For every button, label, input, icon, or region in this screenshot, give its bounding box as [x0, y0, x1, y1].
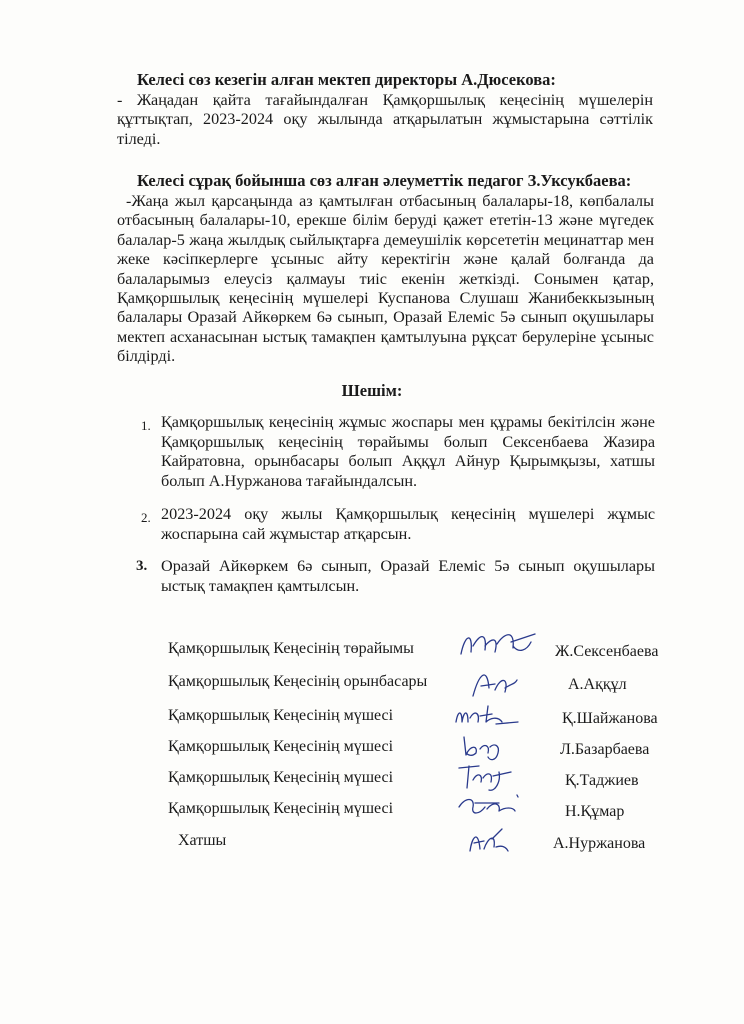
- speaker-heading-social-pedagogue: Келесі сұрақ бойынша сөз алған әлеуметтік педагог З.Уксукбаева:: [137, 171, 632, 190]
- signature-name: А.Нуржанова: [553, 835, 646, 852]
- handwritten-signature-icon: [455, 624, 540, 664]
- signature-row: [0, 735, 744, 765]
- decision-text: Оразай Айкөркем 6ә сынып, Оразай Елеміс 5ә сынып оқушылары ыстық тамақпен қамтылсын.: [161, 557, 655, 595]
- paragraph-director-speech: - Жаңадан қайта тағайындалған Қамқоршылық кеңесінің мүшелерін құттықтап, 2023-2024 оқу жылында атқарылатын жұмыстарына сәттілік тіледі.: [117, 91, 653, 148]
- speaker-heading-director: Келесі сөз кезегін алған мектеп директоры А.Дюсекова:: [137, 70, 556, 89]
- signature-role: Қамқоршылық Кеңесінің мүшесі: [168, 800, 394, 817]
- signature-role: Қамқоршылық Кеңесінің орынбасары: [168, 673, 428, 690]
- decision-item-2: [161, 505, 655, 544]
- decision-title: Шешім:: [341, 381, 403, 400]
- decision-text: Қамқоршылық кеңесінің жұмыс жоспары мен құрамы бекітілсін және Қамқоршылық кеңесінің төрайымы болып Сексенбаева Жазира Кайратовна, орынбасары болып Аққұл Айнур Қырымқызы, хатшы болып А.Нуржанова тағайындалсын.: [161, 413, 655, 490]
- decision-number: 2.: [141, 510, 151, 525]
- signature-name: Қ.Таджиев: [565, 772, 639, 789]
- decision-item-3: [161, 557, 655, 596]
- decision-number: 3.: [136, 558, 148, 574]
- signature-row: [0, 797, 744, 827]
- signature-name: А.Аққұл: [568, 676, 627, 693]
- signature-row: [0, 766, 744, 796]
- signature-name: Қ.Шайжанова: [562, 710, 658, 727]
- handwritten-signature-icon: [462, 823, 512, 859]
- handwritten-signature-icon: [455, 789, 535, 825]
- signature-role: Қамқоршылық Кеңесінің төрайымы: [168, 640, 414, 657]
- signature-name: Ж.Сексенбаева: [555, 643, 659, 660]
- handwritten-signature-icon: [465, 662, 520, 702]
- paragraph-social-pedagogue-speech: -Жаңа жыл қарсаңында аз қамтылған отбасының балалары-18, көпбалалы отбасының балалары-10, ерекше білім беруді қажет ететін-13 және мүгедек балалар-5 жаңа жылдық сыйлықтарға демеушілік көрсететін мецинаттар мен жеке кәсіпкерлерге ұсыныс айту керектігін және қалай болғанда да балаларымыз елеусіз қалмауы тиіс екенін жеткізді. Сонымен қатар, Қамқоршылық кеңесінің мүшелері Куспанова Слушаш Жанибеккызының балалары Оразай Айкөркем 6ә сынып, Оразай Елеміс 5ә сынып оқушылары мектеп асханасынан ыстық тамақпен қамтылуына рұқсат берулеріне ұсыныс білдірді.: [117, 192, 654, 366]
- handwritten-signature-icon: [452, 700, 522, 730]
- signature-role: Қамқоршылық Кеңесінің мүшесі: [168, 707, 394, 724]
- signature-row: [0, 829, 744, 859]
- signature-role: Қамқоршылық Кеңесінің мүшесі: [168, 738, 394, 755]
- decision-item-1: [161, 413, 655, 491]
- signature-role: Қамқоршылық Кеңесінің мүшесі: [168, 769, 394, 786]
- signature-name: Н.Құмар: [565, 803, 625, 820]
- signature-row: [0, 638, 744, 668]
- decision-text: 2023-2024 оқу жылы Қамқоршылық кеңесінің мүшелері жұмыс жоспарына сай жұмыстар атқарсын.: [161, 505, 655, 543]
- signature-row: [0, 704, 744, 734]
- signature-row: [0, 670, 744, 700]
- decision-number: 1.: [141, 418, 151, 433]
- signature-name: Л.Базарбаева: [560, 741, 650, 758]
- signature-role: Хатшы: [178, 832, 227, 849]
